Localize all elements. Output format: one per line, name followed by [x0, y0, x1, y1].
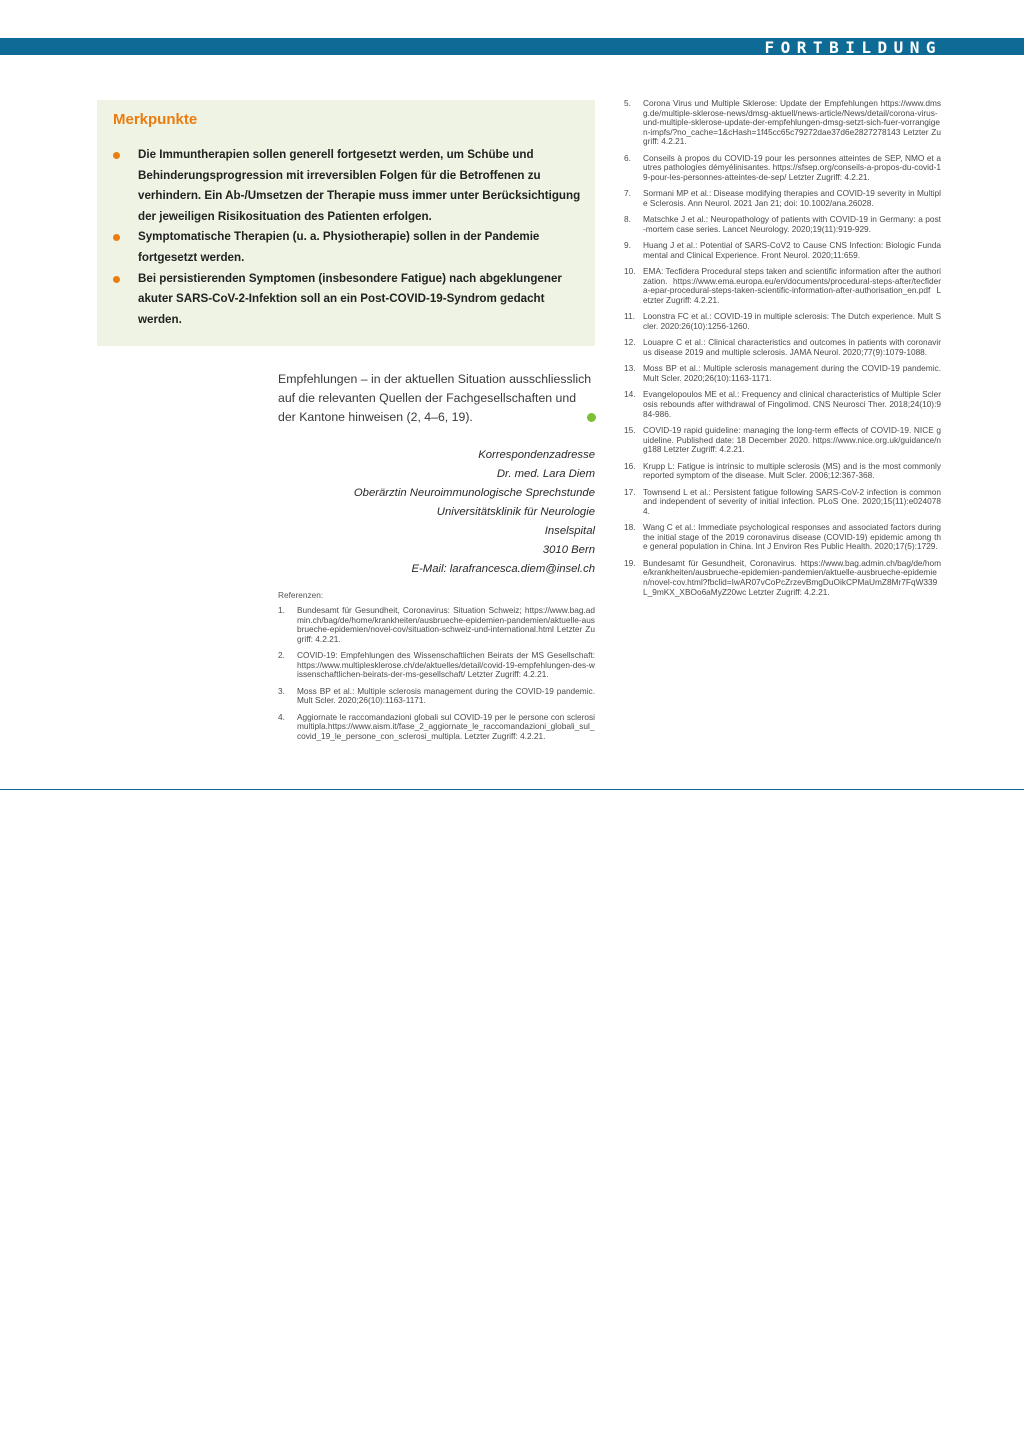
reference-text: Louapre C et al.: Clinical characteristics and outcomes in patients with coronavirus disease 2019 and multiple sclerosis. JAMA Neurol. 2020;77(9):1079-1088.	[643, 337, 941, 358]
reference-text: Aggiornate le raccomandazioni globali sul COVID-19 per le persone con sclerosi multipla.https://www.aism.it/fase_2_aggiornate_le_raccomandazioni_globali_sul_covid_19_le_persone_con_sclerosi_multipla. Letzter Zugriff: 4.2.21.	[297, 711, 595, 741]
reference-text: Sormani MP et al.: Disease modifying therapies and COVID-19 severity in Multiple Sclerosis. Ann Neurol. 2021 Jan 21; doi: 10.1002/ana.26028.	[643, 188, 941, 208]
address-city: 3010 Bern	[542, 544, 595, 556]
bullet-dot-icon	[113, 276, 120, 283]
section-label: FORTBILDUNG	[764, 38, 942, 57]
reference-number: 15.	[624, 425, 636, 435]
reference-text: Bundesamt für Gesundheit, Coronavirus: Situation Schweiz; https://www.bag.admin.ch/bag/de/home/krankheiten/ausbrueche-epidemien-pandemien/aktuelle-ausbrueche-epidemien/novel-cov/situation-schweiz-und-international.html Letzter Zugriff: 4.2.21.	[297, 605, 595, 644]
merkpunkte-box	[97, 100, 595, 346]
body-paragraph-text: Empfehlungen – in der aktuellen Situation ausschliesslich auf die relevanten Quellen der Fachgesellschaften und der Kantone hinweisen (2, 4–6, 19).	[278, 372, 592, 424]
reference-number: 14.	[624, 389, 636, 400]
body-paragraph	[278, 370, 596, 427]
reference-number: 17.	[624, 486, 636, 497]
reference-number: 11.	[624, 311, 635, 322]
reference-item	[624, 488, 941, 517]
reference-item	[624, 215, 941, 234]
address-clinic: Universitätsklinik für Neurologie	[436, 506, 595, 518]
reference-text: EMA: Tecfidera Procedural steps taken and scientific information after the authorization. https://www.ema.europa.eu/en/documents/procedural-steps-after/tecfidera-epar-procedural-steps-taken-scientific-information-after-authorisation_en.pdf Letzter Zugriff: 4.2.21.	[643, 266, 941, 306]
reference-text: Townsend L et al.: Persistent fatigue following SARS-CoV-2 infection is common and independent of severity of initial infection. PLoS One. 2020;15(11):e0240784.	[643, 486, 941, 516]
reference-number: 6.	[624, 152, 631, 163]
references-list-right	[624, 99, 941, 604]
reference-item	[278, 606, 595, 644]
reference-item	[624, 390, 941, 419]
reference-item	[624, 189, 941, 208]
reference-number: 2.	[278, 650, 285, 661]
reference-number: 5.	[624, 98, 631, 108]
reference-text: Moss BP et al.: Multiple sclerosis management during the COVID-19 pandemic. Mult Scler. 2020;26(10):1163-1171.	[297, 685, 595, 706]
reference-number: 1.	[278, 605, 285, 615]
reference-number: 9.	[624, 240, 631, 251]
reference-item	[624, 426, 941, 455]
reference-item	[278, 651, 595, 680]
references-list-left	[278, 606, 595, 748]
merkpunkt-text: Symptomatische Therapien (u. a. Physiotherapie) sollen in der Pandemie fortgesetzt werden.	[138, 230, 540, 264]
reference-number: 4.	[278, 711, 285, 722]
reference-number: 19.	[624, 557, 636, 568]
reference-number: 18.	[624, 522, 636, 533]
reference-item	[624, 241, 941, 260]
reference-number: 3.	[278, 685, 285, 696]
article-end-icon	[587, 413, 596, 422]
reference-number: 8.	[624, 214, 631, 225]
reference-text: COVID-19: Empfehlungen des Wissenschaftlichen Beirats der MS Gesellschaft: https://www.multiplesklerose.ch/de/aktuelles/detail/covid-19-empfehlungen-des-wissenschaftlichen-beirats-der-ms-gesellschaft/ Letzter Zugriff: 4.2.21.	[297, 650, 595, 680]
reference-item	[624, 559, 941, 597]
reference-text: Huang J et al.: Potential of SARS-CoV2 to Cause CNS Infection: Biologic Fundamental and Clinical Experience. Front Neurol. 2020;11:659.	[643, 240, 941, 260]
address-hospital: Inselspital	[544, 525, 595, 537]
reference-number: 7.	[624, 188, 631, 199]
reference-item	[278, 687, 595, 706]
merkpunkte-list	[113, 145, 581, 330]
reference-text: Loonstra FC et al.: COVID-19 in multiple sclerosis: The Dutch experience. Mult Scler. 2020:26(10):1256-1260.	[643, 311, 941, 332]
reference-item	[624, 338, 941, 357]
reference-number: 10.	[624, 266, 636, 277]
reference-item	[624, 312, 941, 331]
reference-number: 12.	[624, 337, 636, 348]
merkpunkt-item	[113, 145, 581, 227]
reference-text: COVID-19 rapid guideline: managing the long-term effects of COVID-19. NICE guideline. Published date: 18 December 2020. https://www.nice.org.uk/guidance/ng188 Letzter Zugriff: 4.2.21.	[643, 425, 941, 455]
reference-text: Krupp L: Fatigue is intrinsic to multiple sclerosis (MS) and is the most commonly reported symptom of the disease. Mult Scler. 2006;12:367-368.	[643, 460, 941, 481]
reference-text: Matschke J et al.: Neuropathology of patients with COVID-19 in Germany: a post-mortem case series. Lancet Neurology. 2020;19(11):919-929.	[643, 214, 941, 234]
merkpunkt-item	[113, 227, 581, 268]
merkpunkte-title: Merkpunkte	[113, 111, 198, 128]
reference-text: Conseils à propos du COVID-19 pour les personnes atteintes de SEP, NMO et autres pathologies démyélinisantes. https://sfsep.org/conseils-a-propos-du-covid-19-pour-les-personnes-atteintes-de-sep/ Letzter Zugriff: 4.2.21.	[643, 152, 941, 182]
bottom-divider	[0, 789, 1024, 790]
reference-text: Moss BP et al.: Multiple sclerosis management during the COVID-19 pandemic. Mult Scler. 2020;26(10):1163-1171.	[643, 363, 941, 384]
reference-item	[624, 364, 941, 383]
merkpunkt-text: Bei persistierenden Symptomen (insbesondere Fatigue) nach abgeklungener akuter SARS-CoV-2-Infektion soll an ein Post-COVID-19-Syndrom gedacht werden.	[138, 271, 562, 326]
correspondence-address	[278, 446, 595, 579]
references-label: Referenzen:	[278, 590, 324, 600]
reference-text: Bundesamt für Gesundheit, Coronavirus. https://www.bag.admin.ch/bag/de/home/krankheiten/ausbrueche-epidemien-pandemien/aktuelle-ausbrueche-epidemien/novel-cov.html?fbclid=IwAR07vCoPcZrzevBmgDuOikCPMaUmZ8Mr7FqW339L_9mKX_XBOo6aMyZ20wc Letzter Zugriff: 4.2.21.	[643, 557, 941, 597]
merkpunkt-text: Die Immuntherapien sollen generell fortgesetzt werden, um Schübe und Behinderungsprogression mit irreversiblen Folgen für die Betroffenen zu verhindern. Ein Ab-/Umsetzen der Therapie muss immer unter Berücksichtigung der jeweiligen Risikosituation des Patienten erfolgen.	[138, 148, 581, 223]
address-position: Oberärztin Neuroimmunologische Sprechstunde	[353, 487, 595, 499]
reference-item	[624, 267, 941, 305]
reference-item	[624, 462, 941, 481]
address-name: Dr. med. Lara Diem	[496, 468, 595, 480]
reference-item	[624, 523, 941, 552]
reference-item	[624, 99, 941, 147]
reference-item	[278, 713, 595, 742]
reference-text: Corona Virus und Multiple Sklerose: Update der Empfehlungen https://www.dmsg.de/multiple-sklerose-news/dmsg-aktuell/news-article/News/detail/corona-virus-und-multiple-sklerose-update-der-empfehlungen-dmsg-setzt-sich-fuer-vorrangigen-impfs/?no_cache=1&cHash=1f45cc65c79272dae37d6e2827278143 Letzter Zugriff: 4.2.21.	[643, 98, 941, 147]
address-label: Korrespondenzadresse	[478, 449, 595, 461]
bullet-dot-icon	[113, 234, 120, 241]
reference-item	[624, 154, 941, 183]
reference-text: Wang C et al.: Immediate psychological responses and associated factors during the initial stage of the 2019 coronavirus disease (COVID-19) epidemic among the general population in China. Int J Environ Res Public Health. 2020;17(5):1729.	[643, 522, 941, 552]
bullet-dot-icon	[113, 152, 120, 159]
reference-text: Evangelopoulos ME et al.: Frequency and clinical characteristics of Multiple Sclerosis rebounds after withdrawal of Fingolimod. CNS Neurosci Ther. 2018;24(10):984-986.	[643, 389, 941, 419]
address-email: E-Mail: larafrancesca.diem@insel.ch	[411, 563, 595, 575]
merkpunkt-item	[113, 269, 581, 331]
reference-number: 16.	[624, 460, 636, 471]
reference-number: 13.	[624, 363, 636, 374]
